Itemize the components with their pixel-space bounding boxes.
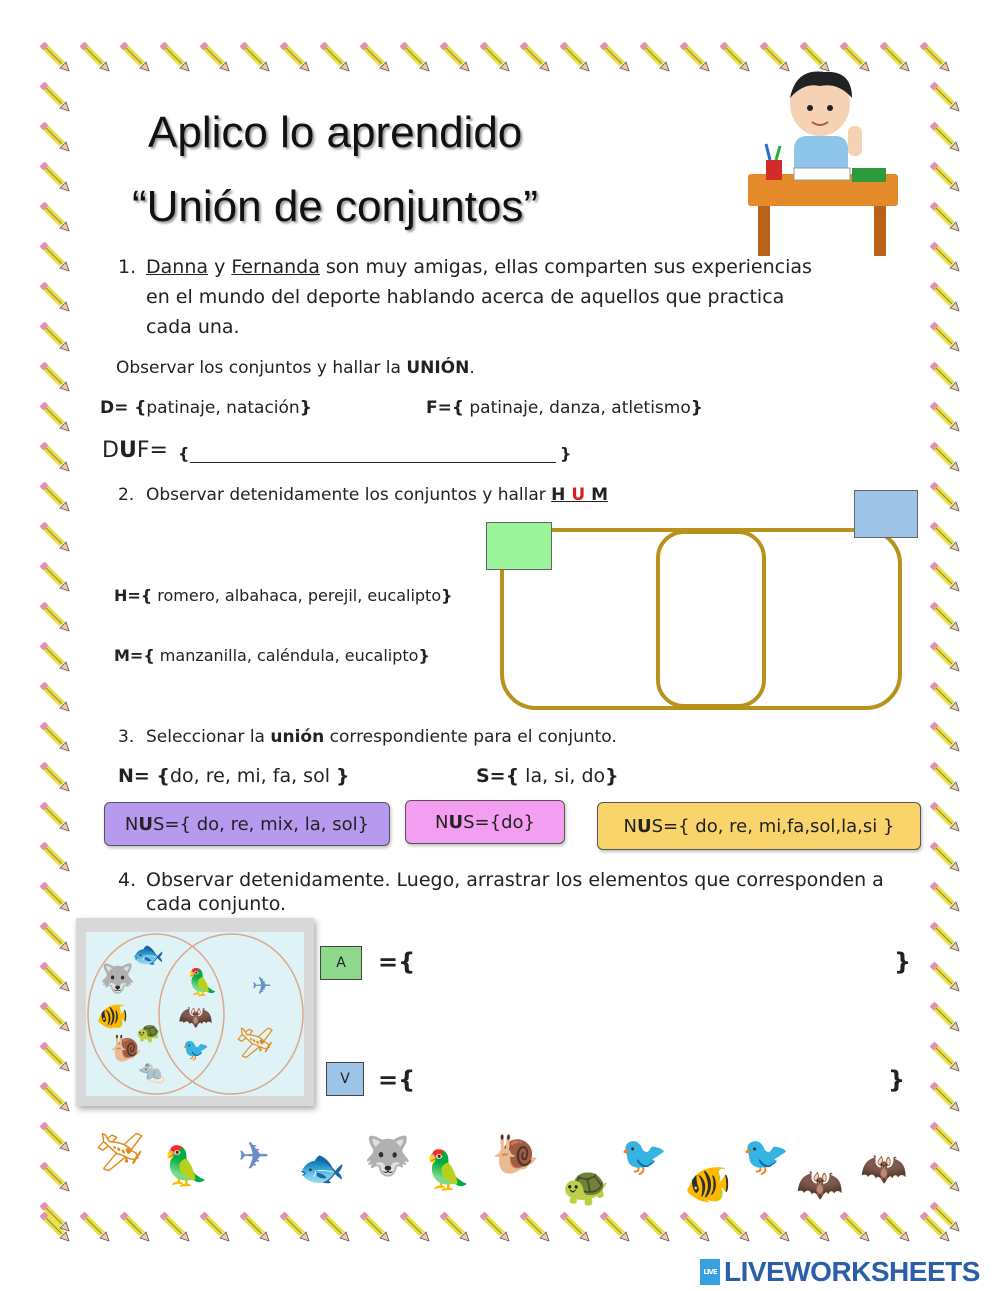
set-f-label: F={ (426, 398, 464, 418)
pencil-decoration (930, 682, 960, 712)
set-n-close: } (336, 765, 350, 787)
drag-bat-2[interactable]: 🦇 (860, 1146, 908, 1190)
question-3-post: correspondiente para el conjunto. (329, 727, 617, 747)
logo-mark-text: LIVE (700, 1259, 720, 1285)
set-d-label: D= { (100, 398, 147, 418)
option-1-button[interactable] (104, 802, 390, 846)
pencil-decoration (40, 402, 70, 432)
question-3-pre: Seleccionar la (146, 727, 265, 747)
observe-union-word: UNIÓN (406, 358, 470, 378)
drag-airplane[interactable]: ✈ (238, 1134, 270, 1178)
pencil-decoration (40, 602, 70, 632)
duf-f: F= (136, 438, 168, 463)
pencil-decoration (880, 1212, 910, 1242)
pencil-decoration (600, 1212, 630, 1242)
hum-m: M (591, 485, 608, 505)
pencil-decoration (400, 1212, 430, 1242)
pencil-decoration (930, 562, 960, 592)
pencil-decoration (40, 322, 70, 352)
pencil-decoration (600, 42, 630, 72)
logo-mark (700, 1259, 720, 1285)
pencil-decoration (840, 1212, 870, 1242)
option-2-text: S={do} (463, 811, 535, 833)
venn-airplane-icon: ✈ (252, 972, 273, 1000)
pencil-decoration (720, 42, 750, 72)
pencil-decoration (40, 1002, 70, 1032)
pencil-decoration (120, 1212, 150, 1242)
question-2-number: 2. (118, 485, 135, 505)
pencil-decoration (930, 442, 960, 472)
drag-small-plane[interactable]: 🛩 (95, 1130, 145, 1174)
pencil-decoration (930, 882, 960, 912)
pencil-decoration (360, 1212, 390, 1242)
question-1-line-2: en el mundo del deporte hablando acerca de aquellos que practica (146, 286, 785, 308)
set-m-close: } (418, 646, 430, 665)
drag-turtle[interactable]: 🐢 (562, 1164, 610, 1208)
pencil-decoration (520, 1212, 550, 1242)
pencil-decoration (930, 242, 960, 272)
pencil-decoration (200, 1212, 230, 1242)
pencil-decoration (40, 282, 70, 312)
venn-turtle-icon: 🐢 (136, 1020, 161, 1044)
set-d-items: patinaje, natación (146, 398, 300, 418)
question-1-line-3: cada una. (146, 316, 240, 338)
pencil-decoration (930, 802, 960, 832)
drag-bat-1[interactable]: 🦇 (796, 1162, 844, 1206)
pencil-decoration (320, 1212, 350, 1242)
observe-text: Observar los conjuntos y hallar la (116, 358, 401, 378)
option-3-button[interactable] (597, 802, 921, 850)
pencil-decoration (930, 522, 960, 552)
set-m (114, 646, 430, 665)
animals-venn-picture (76, 918, 314, 1106)
pencil-decoration (40, 1162, 70, 1192)
liveworksheets-logo (700, 1256, 980, 1288)
m-label-box[interactable] (854, 490, 918, 538)
question-3-number: 3. (118, 727, 135, 747)
pencil-decoration (560, 1212, 590, 1242)
animals-venn-background (86, 932, 304, 1096)
pencil-decoration (160, 42, 190, 72)
pencil-decoration (40, 122, 70, 152)
drop-zone-h-only[interactable] (510, 570, 650, 700)
set-m-items: manzanilla, caléndula, eucalipto (154, 646, 419, 665)
drag-fish[interactable]: 🐟 (298, 1146, 346, 1190)
tag-v: V (326, 1062, 364, 1096)
pencil-decoration (930, 202, 960, 232)
pencil-decoration (930, 962, 960, 992)
option-2-u: U (448, 811, 464, 833)
pencil-decoration (40, 522, 70, 552)
set-h-label: H={ (114, 586, 153, 605)
pencil-decoration (80, 42, 110, 72)
option-1-u: U (138, 813, 154, 835)
venn-clownfish-icon: 🐠 (96, 1002, 129, 1032)
question-3-text (146, 727, 617, 747)
answer-v-drop-zone[interactable] (410, 1058, 886, 1106)
venn-small-plane-icon: 🛩 (236, 1026, 275, 1061)
set-n-label: N= { (118, 765, 170, 787)
set-d-close: } (299, 398, 312, 418)
set-s-items: la, si, do (519, 765, 606, 787)
pencil-decoration (40, 362, 70, 392)
pencil-decoration (280, 42, 310, 72)
option-2-n: N (435, 811, 449, 833)
pencil-decoration (280, 1212, 310, 1242)
title-line-2: “Unión de conjuntos” (132, 182, 539, 231)
drag-parrot-1[interactable]: 🦜 (162, 1144, 210, 1188)
drag-pigeon-1[interactable]: 🐦 (620, 1134, 668, 1178)
drag-parrot-2[interactable]: 🦜 (424, 1148, 472, 1192)
set-f-items: patinaje, danza, atletismo (463, 398, 691, 418)
answer-a-drop-zone[interactable] (410, 940, 890, 988)
venn-bat-icon: 🦇 (178, 1000, 213, 1033)
pencil-decoration (640, 42, 670, 72)
set-n-items: do, re, mi, fa, sol (169, 765, 337, 787)
pencil-decoration (800, 1212, 830, 1242)
option-1-text: S={ do, re, mix, la, sol} (153, 813, 370, 835)
answer-v-open: ={ (378, 1066, 416, 1094)
set-n (118, 765, 350, 787)
pencil-decoration (560, 42, 590, 72)
tag-a: A (320, 946, 362, 980)
pencil-decoration (40, 842, 70, 872)
pencil-decoration (930, 842, 960, 872)
duf-open-brace: { (178, 444, 190, 463)
set-h-items: romero, albahaca, perejil, eucalipto (152, 586, 442, 605)
set-f-close: } (690, 398, 703, 418)
connector-y: y (214, 256, 226, 278)
venn-mouse-icon: 🐀 (138, 1060, 166, 1085)
pencil-decoration (930, 1202, 960, 1232)
set-h-close: } (441, 586, 453, 605)
duf-d: D (102, 438, 119, 463)
option-3-u: U (636, 815, 652, 837)
pencil-decoration (40, 42, 70, 72)
pencil-decoration (40, 1042, 70, 1072)
answer-a-open: ={ (378, 948, 416, 976)
drag-snail[interactable]: 🐌 (492, 1132, 540, 1176)
pencil-decoration (40, 762, 70, 792)
pencil-decoration (40, 722, 70, 752)
drag-wolf[interactable]: 🐺 (364, 1134, 412, 1178)
drop-zone-intersection[interactable] (664, 550, 760, 700)
question-4-number: 4. (118, 869, 137, 891)
drop-zone-m-only[interactable] (770, 570, 890, 700)
pencil-decoration (40, 482, 70, 512)
pencil-decoration (320, 42, 350, 72)
option-2-button[interactable] (405, 800, 565, 844)
pencil-decoration (760, 1212, 790, 1242)
pencil-decoration (40, 882, 70, 912)
question-1-rest: son muy amigas, ellas comparten sus experiencias (325, 256, 812, 278)
pencil-decoration (120, 42, 150, 72)
set-m-label: M={ (114, 646, 155, 665)
pencil-decoration (440, 1212, 470, 1242)
pencil-decoration (240, 1212, 270, 1242)
pencil-decoration (40, 802, 70, 832)
pencil-decoration (930, 82, 960, 112)
set-f (426, 398, 703, 418)
set-s (476, 765, 619, 787)
pencil-decoration (160, 1212, 190, 1242)
pencil-decoration (920, 42, 950, 72)
pencil-decoration (360, 42, 390, 72)
pencil-decoration (40, 962, 70, 992)
question-3-union: unión (270, 727, 325, 747)
pencil-decoration (930, 1122, 960, 1152)
pencil-decoration (480, 1212, 510, 1242)
drag-pigeon-2[interactable]: 🐦 (742, 1134, 790, 1178)
option-3-n: N (623, 815, 637, 837)
pencil-decoration (40, 242, 70, 272)
hum-u: U (571, 485, 586, 505)
duf-u: U (118, 438, 137, 463)
pencil-decoration (930, 482, 960, 512)
question-2-instruction: Observar detenidamente los conjuntos y hallar (146, 485, 546, 505)
pencil-decoration (440, 42, 470, 72)
observe-period: . (469, 358, 475, 378)
pencil-decoration (930, 722, 960, 752)
pencil-decoration (930, 602, 960, 632)
pencil-decoration (930, 402, 960, 432)
pencil-decoration (930, 282, 960, 312)
duf-close-brace: } (560, 444, 572, 463)
pencil-decoration (40, 682, 70, 712)
pencil-decoration (930, 1082, 960, 1112)
answer-v-close: } (888, 1066, 906, 1094)
duf-label (102, 438, 168, 463)
pencil-decoration (930, 762, 960, 792)
venn-fish-icon: 🐟 (132, 940, 165, 970)
pencil-decoration (400, 42, 430, 72)
pencil-decoration (480, 42, 510, 72)
name-fernanda: Fernanda (231, 256, 320, 278)
pencil-decoration (930, 362, 960, 392)
pencil-decoration (930, 922, 960, 952)
venn-wolf-icon: 🐺 (100, 962, 135, 995)
option-1-n: N (124, 813, 139, 835)
pencil-decoration (520, 42, 550, 72)
boy-at-desk-illustration (748, 64, 898, 264)
pencil-decoration (930, 122, 960, 152)
pencil-decoration (40, 562, 70, 592)
duf-answer-input[interactable] (190, 440, 556, 463)
pencil-decoration (680, 42, 710, 72)
name-danna: Danna (146, 256, 209, 278)
answer-a-close: } (894, 948, 912, 976)
set-s-label: S={ (476, 765, 520, 787)
set-h (114, 586, 453, 605)
pencil-decoration (40, 162, 70, 192)
pencil-decoration (40, 1202, 70, 1232)
pencil-decoration (80, 1212, 110, 1242)
pencil-decoration (40, 922, 70, 952)
pencil-decoration (930, 322, 960, 352)
pencil-decoration (930, 642, 960, 672)
pencil-decoration (40, 1082, 70, 1112)
hum-h: H (551, 485, 566, 505)
observe-instruction (116, 358, 475, 378)
venn-snail-icon: 🐌 (110, 1034, 143, 1064)
pencil-decoration (40, 202, 70, 232)
question-4-line-1: Observar detenidamente. Luego, arrastrar los elementos que corresponden a (146, 869, 884, 891)
question-1-line-1 (146, 256, 812, 278)
pencil-decoration (720, 1212, 750, 1242)
title-line-1: Aplico lo aprendido (148, 108, 523, 157)
pencil-decoration (640, 1212, 670, 1242)
question-4-line-2: cada conjunto. (146, 893, 287, 915)
pencil-decoration (40, 1122, 70, 1152)
option-3-text: S={ do, re, mi,fa,sol,la,si } (651, 815, 895, 837)
question-1-number: 1. (118, 256, 137, 278)
h-label-box[interactable] (486, 522, 552, 570)
pencil-decoration (680, 1212, 710, 1242)
pencil-decoration (40, 642, 70, 672)
pencil-decoration (930, 1042, 960, 1072)
pencil-decoration (240, 42, 270, 72)
pencil-decoration (40, 82, 70, 112)
set-d (100, 398, 312, 418)
venn-parrot-icon: 🦜 (186, 968, 219, 998)
venn-pigeon-icon: 🐦 (182, 1038, 210, 1063)
set-s-close: } (605, 765, 619, 787)
pencil-decoration (200, 42, 230, 72)
drag-clownfish[interactable]: 🐠 (684, 1162, 732, 1206)
pencil-decoration (930, 1162, 960, 1192)
pencil-decoration (40, 442, 70, 472)
liveworksheets-brand-text: LIVEWORKSHEETS (724, 1256, 980, 1287)
pencil-decoration (930, 1002, 960, 1032)
pencil-decoration (930, 162, 960, 192)
